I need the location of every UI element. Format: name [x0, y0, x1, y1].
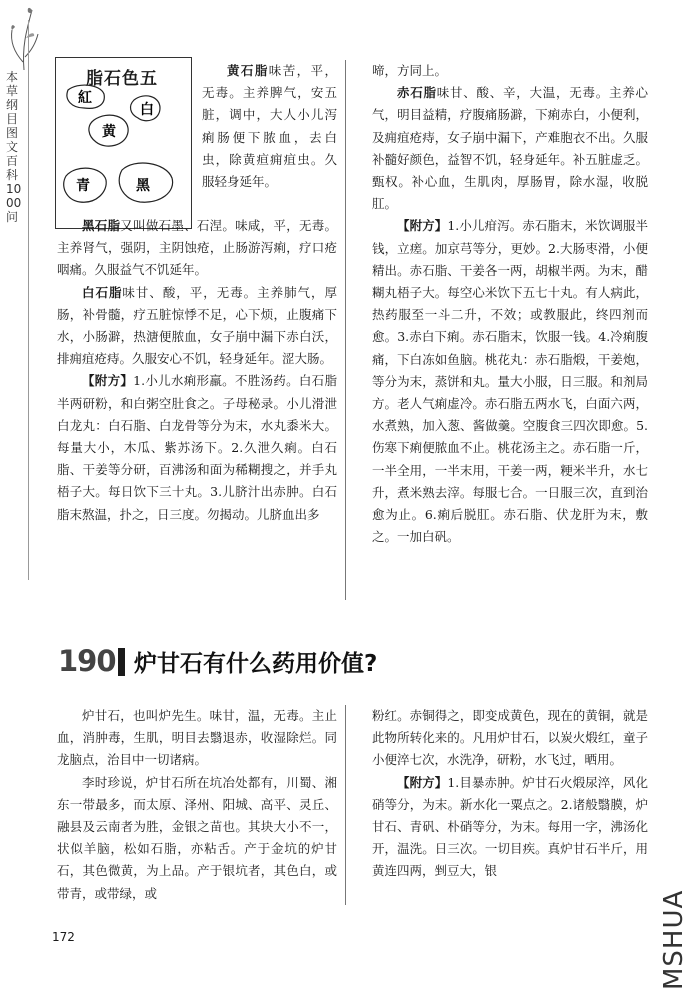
entry-text: 1.目暴赤肿。炉甘石火煅尿淬，风化硝等分，为末。新水化一粟点之。2.诸般翳膜，炉甘石、青矾、朴硝等分，为末。每用一字，沸汤化开，温洗。日三次。一切目疾。真炉甘石半斤，用黄连四两，剉豆大，银 [372, 774, 648, 879]
paragraph [57, 705, 337, 772]
plant-illustration-icon [2, 2, 42, 72]
upper-left-column [57, 215, 337, 526]
stone-label-red: 紅 [78, 90, 92, 106]
watermark [652, 870, 692, 995]
entry-term: 【附方】 [397, 218, 448, 234]
paragraph [202, 60, 337, 193]
side-margin [0, 0, 40, 600]
entry-term: 黑石脂 [82, 218, 121, 233]
paragraph [57, 370, 337, 525]
stone-label-white: 白 [140, 102, 154, 118]
entry-text: 1.小儿水痢形羸。不胜汤药。白石脂半两研粉，和白粥空肚食之。子母秘录。小儿滑泄白龙丸：白石脂、白龙骨等分为末，水丸黍米大。每量大小，木瓜、紫苏汤下。2.久泄久痢。白石脂、干姜等分研，百沸汤和面为稀糊搜之，并手丸梧子大。每日饮下三十丸。3.儿脐汁出赤肿。白石脂末熬温，扑之，日三度。勿揭动。儿脐血出多 [57, 373, 337, 522]
upper-right-column [372, 60, 648, 548]
entry-term: 赤石脂 [397, 85, 437, 101]
entry-term: 【附方】 [82, 373, 134, 389]
entry-text: 啼，方同上。 [372, 63, 448, 78]
paragraph [372, 82, 648, 215]
entry-text: 味甘、酸、辛，大温，无毒。主养心气，明目益精，疗腹痛肠澼，下痢赤白，小便利，及痈疽疮痔，女子崩中漏下，产难胞衣不出。久服补髓好颜色，益智不饥，轻身延年。补五脏虚乏。甄权。补心血，生肌肉，厚肠胃，除水湿，收脱肛。 [372, 85, 648, 212]
stone-label-yellow: 黄 [102, 124, 116, 140]
entry-text: 味甘、酸，平，无毒。主养肺气，厚肠，补骨髓，疗五脏惊悸不足，心下烦，止腹痛下水，小肠澼，热溏便脓血，女子崩中漏下赤白沃，排痈疽疮痔。久服安心不饥，轻身延年。涩大肠。 [57, 284, 337, 367]
paragraph [372, 215, 648, 548]
side-rule [28, 20, 29, 580]
question-number: 190 [58, 644, 116, 678]
stones-drawing [56, 58, 191, 228]
running-title: 本草纲目图文百科1000问 [6, 70, 22, 224]
question-bar [118, 648, 125, 676]
column-divider-lower [345, 705, 346, 905]
stone-label-blue: 青 [76, 178, 90, 194]
entry-term: 黄石脂 [227, 63, 269, 78]
upper-left-wrap-text [202, 60, 337, 193]
five-color-stone-figure [55, 57, 192, 229]
paragraph [57, 282, 337, 371]
entry-text: 李时珍说，炉甘石所在坑冶处都有，川蜀、湘东一带最多，而太原、泽州、阳城、高平、灵丘、融县及云南者为胜，金银之苗也。其块大小不一，状似羊脑，松如石脂，亦粘舌。产于金坑的炉甘石，其色微黄，为上品。产于银坑者，其色白，或带青，或带绿，或 [57, 774, 337, 901]
lower-left-column [57, 705, 337, 905]
entry-text: 1.小儿疳泻。赤石脂末，米饮调服半钱，立瘥。加京芎等分，更妙。2.大肠枣滑，小便精出。赤石脂、干姜各一两，胡椒半两。为末，醋糊丸梧子大。每空心米饮下五七十丸。有人病此，热药服至一斗二升，不效；或教服此，终四剂而愈。3.赤白下痢。赤石脂末，饮服一钱。4.冷痢腹痛，下白冻如鱼脑。桃花丸：赤石脂煅，干姜炮，等分为末，蒸饼和丸。量大小服，日三服。和剂局方。老人气痢虚冷。赤石脂五两水飞，白面六两，水煮熟，加入葱、酱做羹。空腹食三四次即愈。5.伤寒下痢便脓血不止。桃花汤主之。赤石脂一斤，一半全用，一半末用，干姜一两，粳米半升，水七升，煮米熟去滓。每服七合。一日服三次，直到治愈为止。6.痢后脱肛。赤石脂、伏龙肝为末，敷之。一加白矾。 [372, 218, 648, 545]
question-title: 炉甘石有什么药用价值? [134, 651, 378, 677]
entry-term: 【附方】 [397, 774, 448, 790]
entry-text: 炉甘石，也叫炉先生。味甘，温，无毒。主止血，消肿毒，生肌，明目去翳退赤，收湿除烂。同龙脑点，治目中一切诸病。 [57, 708, 337, 768]
figure-title: 脂石色五 [86, 69, 158, 89]
watermark-text: MSHUA [659, 889, 689, 990]
column-divider-upper [345, 60, 346, 600]
lower-right-column [372, 705, 648, 883]
paragraph [57, 215, 337, 282]
paragraph [372, 705, 648, 772]
entry-term: 白石脂 [82, 284, 123, 300]
entry-text: 又叫做石墨、石涅。味咸，平，无毒。主养肾气，强阴，主阴蚀疮，止肠游泻痢，疗口疮咽痛。久服益气不饥延年。 [57, 218, 337, 278]
paragraph [372, 60, 648, 82]
stone-label-black: 黑 [136, 178, 150, 194]
paragraph [372, 772, 648, 883]
page-number: 172 [52, 930, 75, 944]
entry-text: 粉红。赤铜得之，即变成黄色，现在的黄铜，就是此物所转化来的。凡用炉甘石，以炭火煅红，童子小便淬七次，水洗净，研粉，水飞过，晒用。 [372, 708, 648, 768]
paragraph [57, 772, 337, 905]
entry-text: 味苦，平，无毒。主养脾气，安五脏，调中，大人小儿泻痢肠便下脓血，去白虫，除黄疸痈疽虫。久服轻身延年。 [202, 63, 337, 190]
